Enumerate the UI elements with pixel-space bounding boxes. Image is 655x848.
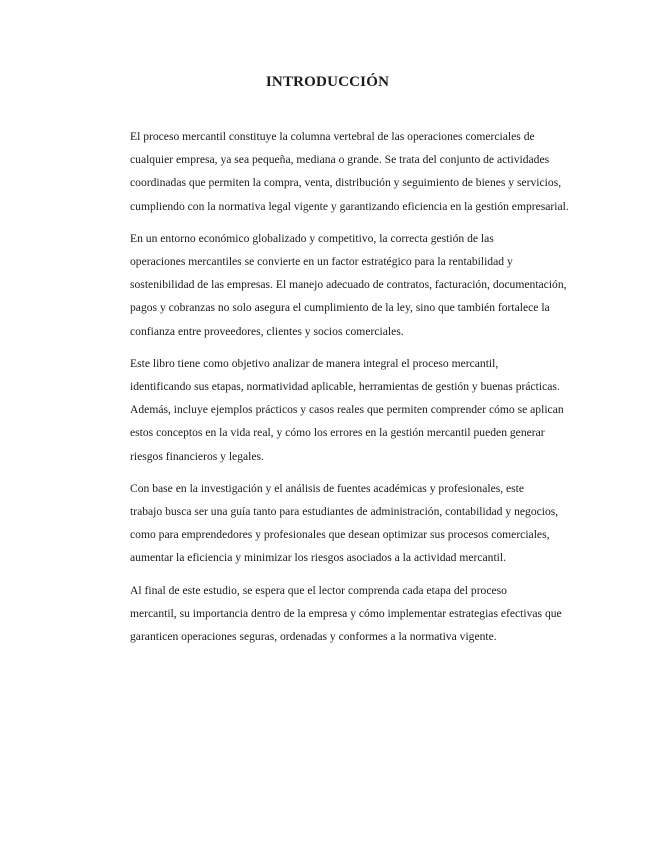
paragraph-5 bbox=[90, 579, 582, 649]
text-line: mercantil, su importancia dentro de la empresa y cómo implementar estrategias efectivas que bbox=[130, 606, 562, 620]
paragraph-1 bbox=[90, 125, 582, 218]
text-line: El proceso mercantil constituye la columna vertebral de las operaciones comerciales de bbox=[130, 130, 535, 143]
text-line: En un entorno económico globalizado y competitivo, la correcta gestión de las bbox=[130, 231, 494, 245]
text-line: trabajo busca ser una guía tanto para estudiantes de administración, contabilidad y negocios, bbox=[130, 505, 559, 519]
text-line: confianza entre proveedores, clientes y socios comerciales. bbox=[130, 324, 404, 338]
page-title: INTRODUCCIÓN bbox=[265, 74, 390, 90]
text-line: estos conceptos en la vida real, y cómo los errores en la gestión mercantil pueden generar bbox=[130, 426, 545, 440]
text-line: identificando sus etapas, normatividad aplicable, herramientas de gestión y buenas prácticas. bbox=[130, 380, 560, 394]
text-line: coordinadas que permiten la compra, venta, distribución y seguimiento de bienes y servicios, bbox=[130, 176, 562, 190]
text-line: sostenibilidad de las empresas. El manejo adecuado de contratos, facturación, documentación, bbox=[130, 278, 567, 292]
text-line: Con base en la investigación y el análisis de fuentes académicas y profesionales, este bbox=[130, 481, 525, 495]
text-line: riesgos financieros y legales. bbox=[130, 449, 264, 463]
text-line: cumpliendo con la normativa legal vigente y garantizando eficiencia en la gestión empresarial. bbox=[130, 199, 569, 213]
text-line: Este libro tiene como objetivo analizar de manera integral el proceso mercantil, bbox=[130, 356, 499, 370]
text-line: cualquier empresa, ya sea pequeña, mediana o grande. Se trata del conjunto de actividades bbox=[130, 153, 550, 167]
body-text bbox=[90, 125, 582, 657]
text-line: Al final de este estudio, se espera que el lector comprenda cada etapa del proceso bbox=[130, 583, 507, 597]
text-line: como para emprendedores y profesionales que desean optimizar sus procesos comerciales, bbox=[130, 528, 550, 542]
text-line: aumentar la eficiencia y minimizar los riesgos asociados a la actividad mercantil. bbox=[130, 551, 507, 565]
text-line: Además, incluye ejemplos prácticos y casos reales que permiten comprender cómo se aplican bbox=[130, 403, 564, 417]
text-line: pagos y cobranzas no solo asegura el cumplimiento de la ley, sino que también fortalece la bbox=[130, 301, 550, 315]
paragraph-4 bbox=[90, 477, 582, 570]
text-line: garanticen operaciones seguras, ordenadas y conformes a la normativa vigente. bbox=[130, 630, 497, 644]
paragraph-2 bbox=[90, 227, 582, 343]
paragraph-3 bbox=[90, 352, 582, 468]
text-line: operaciones mercantiles se convierte en un factor estratégico para la rentabilidad y bbox=[130, 255, 513, 269]
